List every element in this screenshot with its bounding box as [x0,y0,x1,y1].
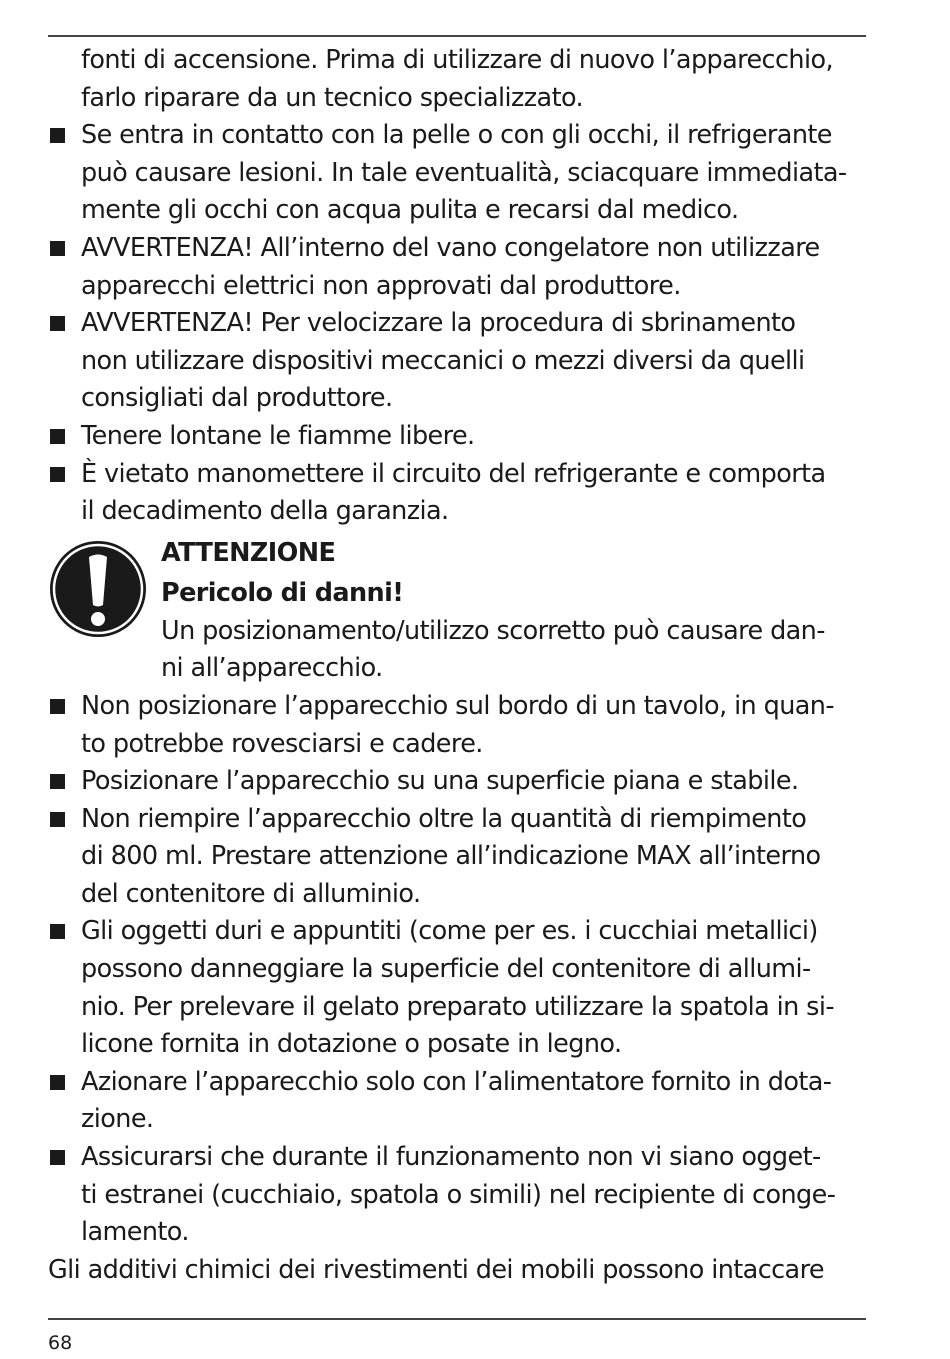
square-bullet-icon [50,1075,65,1090]
top-rule [48,35,866,37]
text-line: può causare lesioni. In tale eventualità, sciacquare immediata- [81,157,847,188]
text-line: apparecchi elettrici non approvati dal produttore. [81,270,681,301]
list-item [48,801,868,914]
text-line: farlo riparare da un tecnico specializzato. [81,82,584,113]
text-line: Tenere lontane le fiamme libere. [81,420,475,451]
text-line: È vietato manomettere il circuito del refrigerante e comporta [81,458,826,489]
square-bullet-icon [50,1150,65,1165]
square-bullet-icon [50,699,65,714]
list-item [48,117,868,230]
text-line: Gli oggetti duri e appuntiti (come per es. i cucchiai metallici) [81,916,818,947]
text-line: lamento. [81,1217,189,1248]
text-line: Non riempire l’apparecchio oltre la quantità di riempimento [81,803,807,834]
text-line: il decadimento della garanzia. [81,496,449,527]
text-line: possono danneggiare la superficie del contenitore di allumi- [81,954,811,985]
text-line: fonti di accensione. Prima di utilizzare di nuovo l’apparecchio, [81,45,833,75]
text-line: to potrebbe rovesciarsi e cadere. [81,728,483,759]
list-item [48,688,868,763]
page-number: 68 [48,1332,73,1354]
text-line: ti estranei (cucchiaio, spatola o simili) nel recipiente di conge- [81,1179,836,1210]
list-item [48,763,868,801]
square-bullet-icon [50,812,65,827]
square-bullet-icon [50,429,65,444]
list-item [48,305,868,418]
warning-title: ATTENZIONE [161,537,336,568]
square-bullet-icon [50,316,65,331]
warning-text-line: Un posizionamento/utilizzo scorretto può causare dan- [161,615,825,646]
list-item [48,230,868,305]
warning-block [48,531,868,688]
page-body [48,42,868,1289]
text-line: di 800 ml. Prestare attenzione all’indicazione MAX all’interno [81,841,821,872]
text-line: Azionare l’apparecchio solo con l’alimentatore fornito in dota- [81,1066,832,1097]
text-line: Non posizionare l’apparecchio sul bordo di un tavolo, in quan- [81,690,834,721]
text-line: consigliati dal produttore. [81,383,393,414]
square-bullet-icon [50,128,65,143]
text-line: licone fornita in dotazione o posate in legno. [81,1029,622,1060]
square-bullet-icon [50,241,65,256]
text-line: Assicurarsi che durante il funzionamento non vi siano ogget- [81,1142,821,1173]
list-item [48,913,868,1063]
list-item [48,1139,868,1252]
list-item [48,1064,868,1139]
text-line: zione. [81,1104,154,1135]
text-line: mente gli occhi con acqua pulita e recarsi dal medico. [81,195,739,226]
text-line: Se entra in contatto con la pelle o con gli occhi, il refrigerante [81,120,832,151]
bottom-rule [48,1318,866,1320]
text-line: AVVERTENZA! All’interno del vano congelatore non utilizzare [81,232,820,263]
warning-text-line: ni all’apparecchio. [161,653,383,684]
text-line: Posizionare l’apparecchio su una superficie piana e stabile. [81,766,799,797]
list-item [48,456,868,531]
square-bullet-icon [50,774,65,789]
text-line: del contenitore di alluminio. [81,878,421,909]
list-item [48,418,868,456]
text-line: AVVERTENZA! Per velocizzare la procedura di sbrinamento [81,308,796,339]
text-line: non utilizzare dispositivi meccanici o mezzi diversi da quelli [81,345,805,376]
warning-subtitle: Pericolo di danni! [161,577,404,608]
text-line: nio. Per prelevare il gelato preparato utilizzare la spatola in si- [81,991,834,1022]
square-bullet-icon [50,924,65,939]
square-bullet-icon [50,467,65,482]
exclamation-warning-icon [48,539,148,639]
continuation-paragraph [48,42,868,117]
closing-paragraph: Gli additivi chimici dei rivestimenti dei mobili possono intaccare [48,1254,824,1285]
